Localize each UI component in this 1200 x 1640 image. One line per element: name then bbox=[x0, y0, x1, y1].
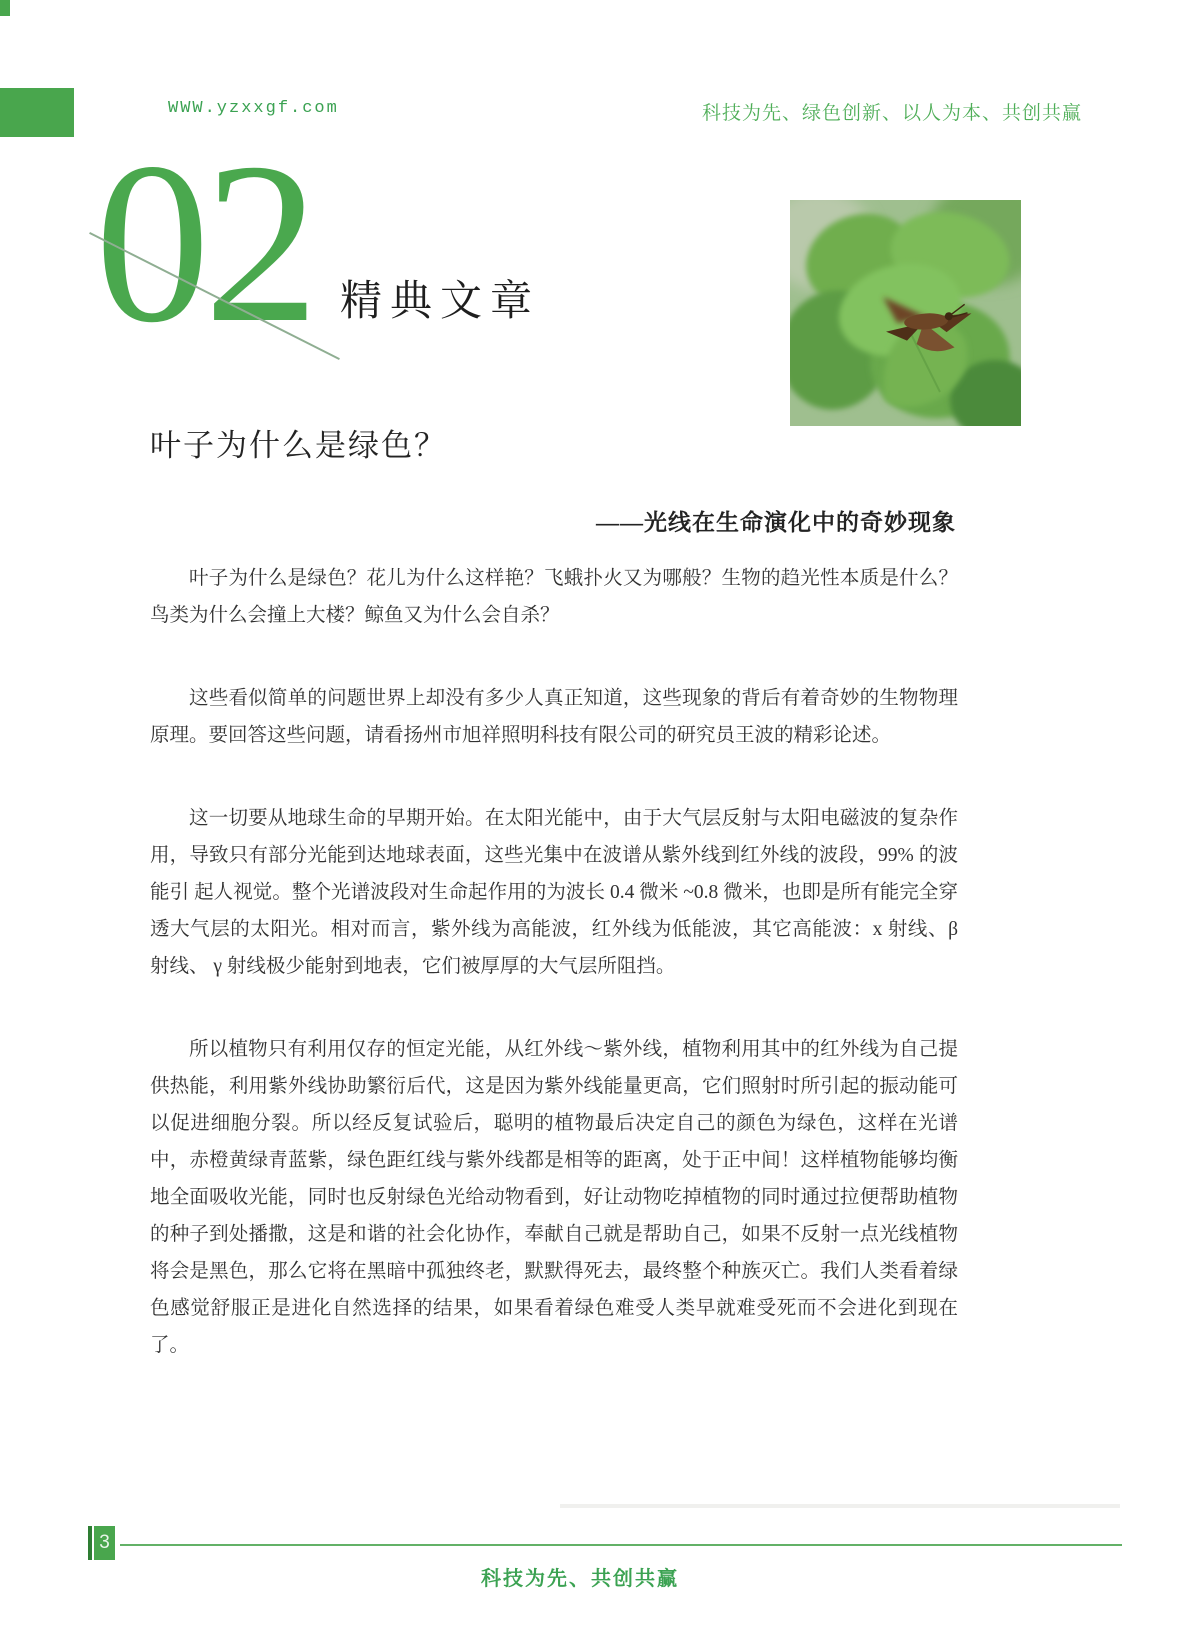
article-paragraph-4: 所以植物只有利用仅存的恒定光能，从红外线～紫外线，植物利用其中的红外线为自己提供热能，利用紫外线协助繁衍后代，这是因为紫外线能量更高，它们照射时所引起的振动能可以促进细胞分裂。所以经反复试验后，聪明的植物最后决定自己的颜色为绿色，这样在光谱中，赤橙黄绿青蓝紫，绿色距红线与紫外线都是相等的距离，处于正中间！这样植物能够均衡地全面吸收光能，同时也反射绿色光给动物看到，好让动物吃掉植物的同时通过拉便帮助植物的种子到处播撒，这是和谐的社会化协作，奉献自己就是帮助自己，如果不反射一点光线植物将会是黑色，那么它将在黑暗中孤独终老，默默得死去，最终整个种族灭亡。我们人类看着绿色感觉舒服正是进化自然选择的结果，如果看着绿色难受人类早就难受死而不会进化到现在了。 bbox=[150, 1039, 958, 1356]
corner-green-mark bbox=[0, 0, 10, 16]
article-title: 叶子为什么是绿色？ bbox=[150, 428, 447, 463]
header-slogan: 科技为先、绿色创新、以人为本、共创共赢 bbox=[701, 103, 1082, 124]
article-body bbox=[150, 560, 958, 1410]
footer-page-accent-bar bbox=[88, 1526, 92, 1560]
moth-on-leaves-illustration bbox=[790, 200, 1021, 426]
article-paragraph-3: 这一切要从地球生命的早期开始。在太阳光能中，由于大气层反射与太阳电磁波的复杂作用，导致只有部分光能到达地球表面，这些光集中在波谱从紫外线到红外线的波段，99% 的波能引 起人视觉。整个光谱波段对生命起作用的为波长 0.4 微米 ~0.8 微米，也即是所有能完全穿透大气层的太阳光。相对而言，紫外线为高能波，红外线为低能波，其它高能波：x 射线、β 射线、 γ 射线极少能射到地表，它们被厚厚的大气层所阻挡。 bbox=[150, 808, 958, 977]
footer-green-rule bbox=[120, 1544, 1122, 1546]
article-paragraph-1: 叶子为什么是绿色？花儿为什么这样艳？飞蛾扑火又为哪般？生物的趋光性本质是什么？鸟类为什么会撞上大楼？鲸鱼又为什么会自杀？ bbox=[150, 568, 958, 626]
footer-slogan: 科技为先、共创共赢 bbox=[481, 1568, 679, 1590]
section-number: 02 bbox=[95, 115, 313, 370]
header-website-url: WWW.yzxxgf.com bbox=[168, 99, 339, 118]
article-paragraph-2: 这些看似简单的问题世界上却没有多少人真正知道，这些现象的背后有着奇妙的生物物理原理。要回答这些问题，请看扬州市旭祥照明科技有限公司的研究员王波的精彩论述。 bbox=[150, 688, 958, 746]
article-subtitle: ——光线在生命演化中的奇妙现象 bbox=[596, 510, 956, 535]
page-number-badge: 3 bbox=[94, 1526, 115, 1560]
header-green-block bbox=[0, 88, 74, 137]
section-title: 精典文章 bbox=[340, 279, 541, 325]
article-photo-moth-on-leaves bbox=[790, 200, 1021, 426]
footer-faint-divider bbox=[560, 1504, 1120, 1508]
